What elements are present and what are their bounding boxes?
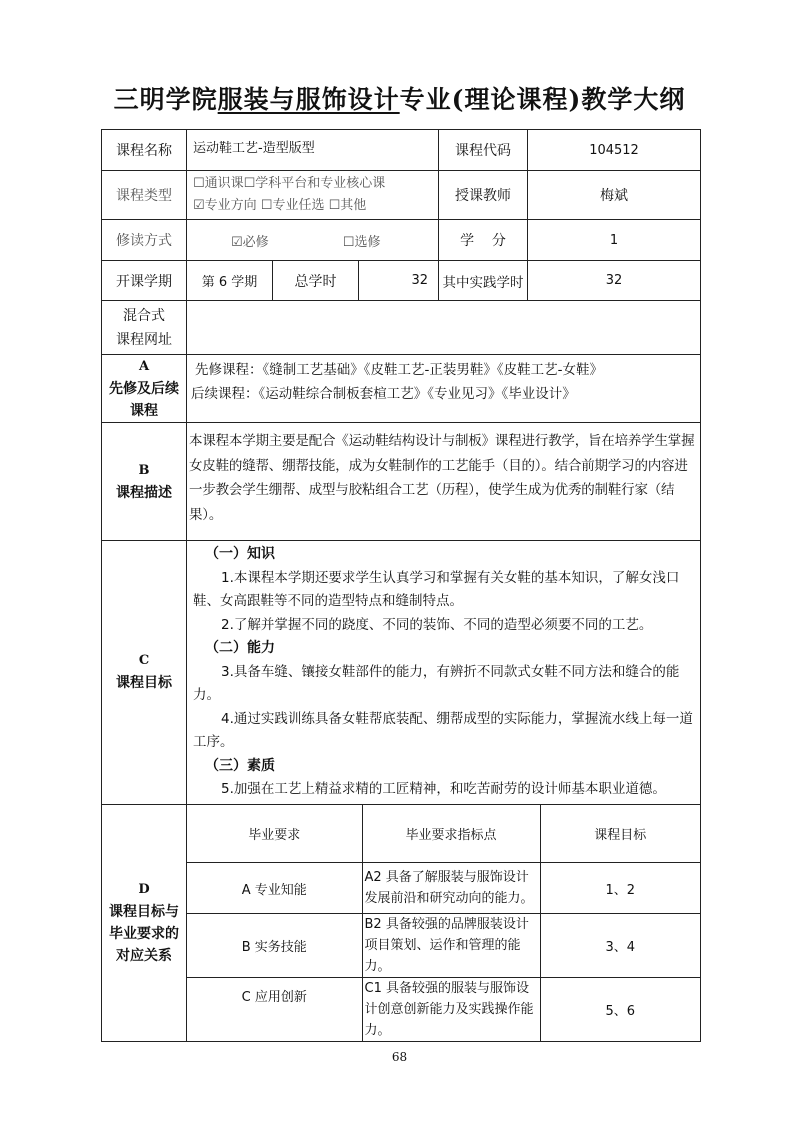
website-label-line-2: 课程网址 xyxy=(116,331,172,348)
table-row-a-indicator: A2 具备了解服装与服饰设计发展前沿和研究动向的能力。 xyxy=(362,863,540,914)
prerequisite-courses: 先修课程：《缝制工艺基础》《皮鞋工艺-正装男鞋》《皮鞋工艺-女鞋》 xyxy=(195,362,603,378)
study-mode-label: 修读方式 xyxy=(102,220,187,261)
section-b-label xyxy=(102,423,187,541)
section-a-content xyxy=(187,355,701,423)
objective-3: 3.具备车缝、镶接女鞋部件的能力，有辨折不同款式女鞋不同方法和缝合的能力。 xyxy=(193,663,680,703)
section-d-title-1: 课程目标与 xyxy=(109,903,179,920)
elective-checkbox: ☐选修 xyxy=(342,234,381,250)
section-b-title: 课程描述 xyxy=(116,484,172,501)
practice-hours-value: 32 xyxy=(528,261,701,301)
title-suffix: 专业(理论课程)教学大纲 xyxy=(399,85,686,114)
objective-1: 1.本课程本学期还要求学生认真学习和掌握有关女鞋的基本知识，了解女浅口鞋、女高跟鞋等不同的造型特点和缝制特点。 xyxy=(193,569,680,609)
objective-heading-quality: （三）素质 xyxy=(205,757,275,774)
table-row-c-requirement: C 应用创新 xyxy=(187,978,362,1042)
table-row-a-goal: 1、2 xyxy=(540,863,700,914)
practice-hours-label: 其中实践学时 xyxy=(439,261,528,301)
table-row-b-requirement: B 实务技能 xyxy=(187,914,362,978)
course-objectives xyxy=(187,541,701,805)
objective-4: 4.通过实践训练具备女鞋帮底装配、绷帮成型的实际能力，掌握流水线上每一道工序。 xyxy=(193,710,693,750)
total-hours-value: 32 xyxy=(359,261,439,301)
course-code-label: 课程代码 xyxy=(439,130,528,171)
course-name-value: 运动鞋工艺-造型版型 xyxy=(187,130,439,171)
course-type-label: 课程类型 xyxy=(102,171,187,220)
section-c-label xyxy=(102,541,187,805)
header-graduation-requirement: 毕业要求 xyxy=(187,805,362,863)
table-row-c-goal: 5、6 xyxy=(540,978,700,1042)
header-indicator: 毕业要求指标点 xyxy=(362,805,540,863)
title-major: 服装与服饰设计 xyxy=(217,85,400,114)
objective-5: 5.加强在工艺上精益求精的工匠精神，和吃苦耐劳的设计师基本职业道德。 xyxy=(221,781,666,797)
website-label-line-1: 混合式 xyxy=(123,307,165,324)
course-name-label: 课程名称 xyxy=(102,130,187,171)
teacher-label: 授课教师 xyxy=(439,171,528,220)
document-title xyxy=(0,80,799,116)
semester-label: 开课学期 xyxy=(102,261,187,301)
title-school: 三明学院 xyxy=(113,85,218,114)
study-mode-value xyxy=(187,220,439,261)
followup-courses: 后续课程：《运动鞋综合制板套楦工艺》《专业见习》《毕业设计》 xyxy=(191,386,576,402)
section-d-title-3: 对应关系 xyxy=(116,947,172,964)
required-checkbox: ☑必修 xyxy=(231,234,269,250)
page-number: 68 xyxy=(391,1050,408,1064)
website-value xyxy=(187,301,701,355)
credit-label: 学 分 xyxy=(439,220,528,261)
section-a-letter: A xyxy=(138,358,150,374)
total-hours-label: 总学时 xyxy=(273,261,359,301)
objective-heading-knowledge: （一）知识 xyxy=(205,546,275,562)
section-a-title-2: 课程 xyxy=(130,402,158,419)
header-course-goal: 课程目标 xyxy=(540,805,700,863)
course-type-value xyxy=(187,171,439,220)
section-b-letter: B xyxy=(138,462,150,478)
section-c-title: 课程目标 xyxy=(116,675,172,692)
objective-heading-ability: （二）能力 xyxy=(205,640,275,656)
table-row-b-goal: 3、4 xyxy=(540,914,700,978)
table-row-b-indicator: B2 具备较强的品牌服装设计项目策划、运作和管理的能力。 xyxy=(362,914,540,978)
section-a-title-1: 先修及后续 xyxy=(109,380,179,397)
table-row-c-indicator: C1 具备较强的服装与服饰设计创意创新能力及实践操作能力。 xyxy=(362,978,540,1042)
teacher-value: 梅斌 xyxy=(528,171,701,220)
section-c-letter: C xyxy=(138,653,150,669)
course-type-line-1: ☐通识课☐学科平台和专业核心课 xyxy=(193,176,386,191)
syllabus-table xyxy=(101,129,701,1042)
course-description: 本课程本学期主要是配合《运动鞋结构设计与制板》课程进行教学，旨在培养学生掌握女皮鞋的缝帮、绷帮技能，成为女鞋制作的工艺能手（目的）。结合前期学习的内容进一步教会学生绷帮、成型与胶粘组合工艺（历程），使学生成为优秀的制鞋行家（结果）。 xyxy=(187,423,701,541)
mapping-cell xyxy=(187,804,701,1042)
section-d-letter: D xyxy=(138,881,150,897)
mapping-table xyxy=(187,805,700,1042)
section-d-label xyxy=(102,804,187,1042)
website-label xyxy=(102,301,187,355)
section-a-label xyxy=(102,355,187,423)
semester-value: 第 6 学期 xyxy=(187,261,273,301)
table-row-a-requirement: A 专业知能 xyxy=(187,863,362,914)
course-code-value: 104512 xyxy=(528,130,701,171)
objective-2: 2.了解并掌握不同的跷度、不同的装饰、不同的造型必须要不同的工艺。 xyxy=(221,616,653,633)
course-type-line-2: ☑专业方向 ☐专业任选 ☐其他 xyxy=(193,198,367,213)
credit-value: 1 xyxy=(528,220,701,261)
section-d-title-2: 毕业要求的 xyxy=(109,925,179,942)
